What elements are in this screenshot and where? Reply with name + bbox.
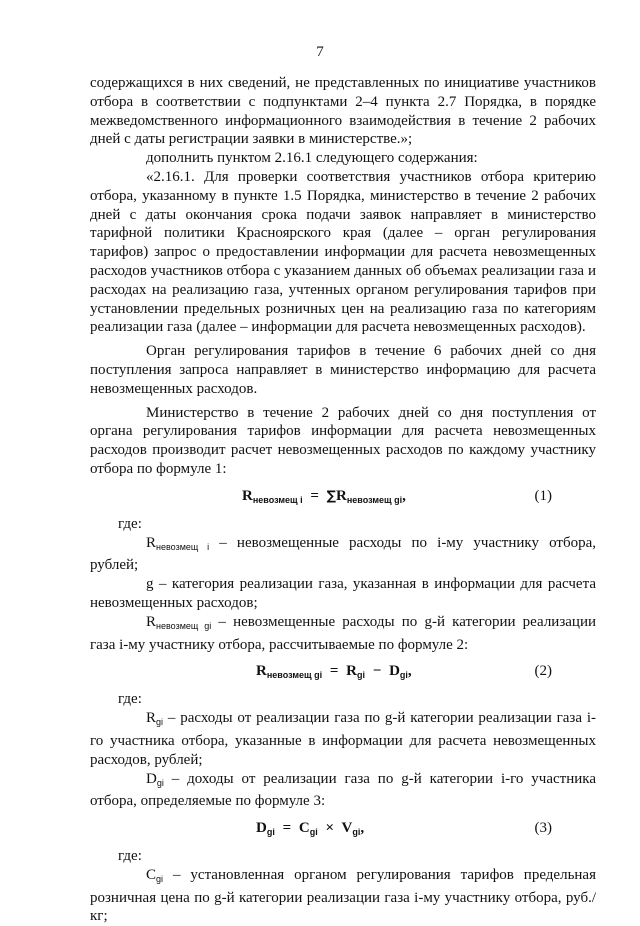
- definition-d-gi: $D_{gi}$ – доходы от реализации газа по g-й категории i-го участника отбора, определяемые по формуле 3:: [90, 770, 596, 810]
- paragraph-amendment-intro: дополнить пунктом 2.16.1 следующего содержания:: [146, 150, 478, 167]
- formula-1-expression: $R_{невозмещ i} = \sum R_{невозмещ gi}$,: [242, 487, 406, 505]
- formula-1: [90, 479, 596, 515]
- formula-1-number: (1): [534, 487, 552, 504]
- formula-3-expression: $D_{gi} = C_{gi} \times V_{gi}$,: [256, 820, 365, 838]
- formula-3-number: (3): [534, 820, 552, 837]
- paragraph-ministry-calc: Министерство в течение 2 рабочих дней со дня поступления от органа регулирования тарифов информации для расчета невозмещенных расходов производит расчет невозмещенных расходов по каждому участнику отбора по формуле 1:: [90, 404, 596, 477]
- document-body: [90, 74, 596, 926]
- paragraph-regulator: Орган регулирования тарифов в течение 6 рабочих дней со дня поступления запроса направляет в министерство информацию для расчета невозмещенных расходов.: [90, 343, 596, 397]
- paragraph-continuation: содержащихся в них сведений, не представленных по инициативе участников отбора в соответствии с подпунктами 2–4 пункта 2.7 Порядка, в порядке межведомственного информационного взаимодействия в течение 2 рабочих дней с даты регистрации заявки в министерстве.»;: [90, 75, 596, 148]
- definition-c-gi: $C_{gi}$ – установленная органом регулирования тарифов предельная розничная цена по g-й категории реализации газа i-му участнику отбора, руб./кг;: [90, 866, 596, 925]
- formula-2-expression: $R_{невозмещ gi} = R_{gi} - D_{gi}$,: [256, 663, 412, 681]
- formula-2-number: (2): [534, 663, 552, 680]
- page-number: 7: [316, 44, 324, 60]
- where-label-3: где:: [118, 848, 142, 865]
- definition-g: g – категория реализации газа, указанная в информации для расчета невозмещенных расходов;: [90, 576, 596, 611]
- where-label-2: где:: [118, 691, 142, 708]
- where-label-1: где:: [118, 515, 142, 532]
- definition-r-gi: $R_{gi}$ – расходы от реализации газа по g-й категории реализации газа i-го участника отбора, указанные в информации для расчета невозмещенных расходов, рублей;: [90, 710, 596, 768]
- definition-r-nevozmeshch-i: $R_{невозмещ i}$ – невозмещенные расходы по i-му участнику отбора, рублей;: [90, 534, 596, 574]
- paragraph-2-16-1: «2.16.1. Для проверки соответствия участников отбора критерию отбора, указанному в пункте 1.5 Порядка, министерство в течение 2 рабочих дней с даты окончания срока подачи заявок направляет в министерство тарифной политики Красноярского края (далее – орган регулирования тарифов) запрос о предоставлении информации для расчета невозмещенных расходов участников отбора с указанием данных об объемах реализации газа и расходах на реализацию газа, учтенных органом регулирования тарифов при установлении предельных розничных цен на реализацию газа по категориям реализации газа (далее – информации для расчета невозмещенных расходов).: [90, 168, 596, 336]
- formula-3: [90, 811, 596, 847]
- formula-2: [90, 654, 596, 690]
- definition-r-nevozmeshch-gi: $R_{невозмещ gi}$ – невозмещенные расходы по g-й категории реализации газа i-му участнику отбора, рассчитываемые по формуле 2:: [90, 613, 596, 653]
